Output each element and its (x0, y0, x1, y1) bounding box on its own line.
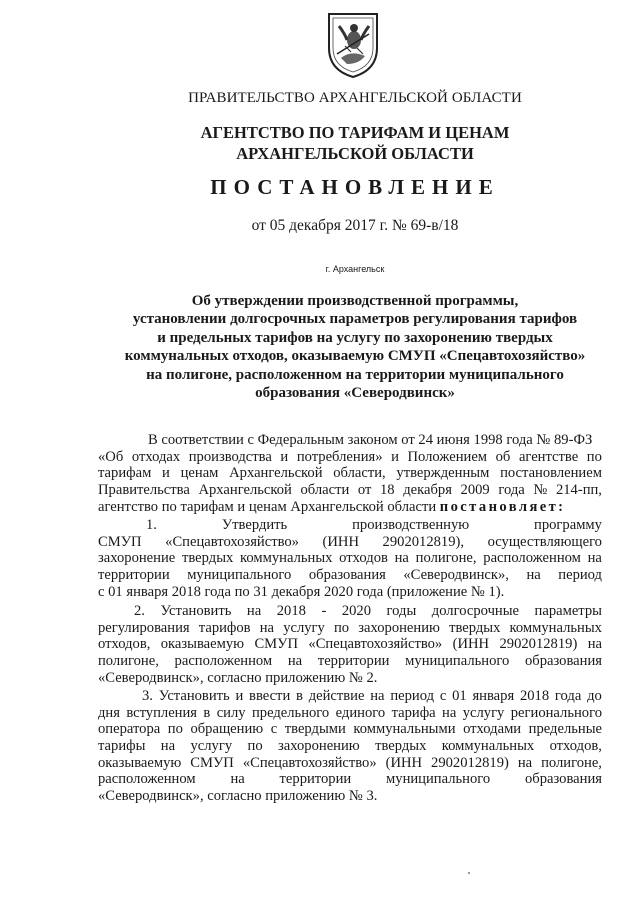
word: «Спецавтохозяйство» (165, 533, 299, 550)
word: Архангельской (198, 482, 292, 499)
word: оказываемую (160, 636, 245, 653)
word: осуществляющего (487, 533, 602, 550)
word: образования (524, 653, 602, 670)
word: января (472, 688, 515, 704)
word: области, (333, 465, 386, 482)
word: Утвердить (221, 517, 288, 533)
word: и (391, 448, 399, 465)
text-line (98, 755, 602, 772)
word: обращению (190, 721, 264, 738)
word: производственную (352, 517, 470, 533)
word: коммунальными (353, 721, 456, 738)
word: на (160, 738, 176, 755)
word: долгосрочные (431, 603, 520, 619)
word: Положением (407, 448, 488, 465)
word: действие (308, 688, 365, 704)
word: 2902012819) (431, 754, 509, 771)
word: твердыми (284, 721, 346, 738)
document-subject (0, 292, 640, 402)
text-line (98, 567, 602, 584)
word: захоронению (278, 738, 360, 755)
word: 2018 (276, 603, 306, 619)
word: регулирования (98, 619, 190, 636)
word: полигоне, (541, 754, 602, 771)
word: и (162, 465, 170, 482)
word: вступления (126, 704, 198, 721)
word: «Об (98, 448, 124, 465)
word: территории (98, 567, 170, 584)
text-line: с 01 января 2018 года по 31 декабря 2020 года (приложение № 1). (98, 583, 505, 600)
word: 18 (380, 482, 395, 499)
word: отходах (131, 448, 181, 465)
word: Установить (158, 688, 230, 704)
document-city: г. Архангельск (325, 264, 385, 274)
preamble-paragraph (98, 432, 602, 515)
word: постановлением (500, 465, 602, 482)
text-line (98, 721, 602, 738)
word: полигоне, (415, 550, 477, 567)
document-date-number: от 05 декабря 2017 г. № 69-в/18 (251, 217, 459, 234)
word: на (587, 550, 602, 567)
word: и (235, 688, 244, 704)
word: Архангельской (229, 465, 323, 482)
word: СМУП (254, 636, 299, 653)
word: Правительства (98, 482, 190, 499)
word: муниципального (187, 567, 292, 584)
text-line (98, 771, 602, 788)
text-line (98, 738, 602, 755)
text-line (98, 482, 602, 499)
word: на (587, 636, 602, 653)
word: на (517, 754, 533, 771)
word: программу (534, 517, 602, 533)
word: отходов, (549, 738, 602, 755)
word: на (442, 704, 457, 721)
word: предельного (251, 704, 330, 721)
word: 2. (134, 603, 145, 619)
word: от (357, 482, 372, 499)
agency-name (0, 122, 640, 164)
word: захоронение (98, 550, 176, 567)
item-3-paragraph (98, 688, 602, 805)
word: по (333, 619, 350, 636)
document-type-title: ПОСТАНОВЛЕНИЕ (210, 175, 500, 199)
word: с (270, 721, 278, 738)
word: регионального (510, 704, 602, 721)
word: «Спецавтохозяйство» (308, 636, 443, 653)
word: муниципального (405, 653, 510, 670)
word: тарифов (198, 619, 251, 636)
word: по (247, 738, 263, 755)
scan-speck (468, 872, 470, 874)
word: расположенном (174, 653, 273, 670)
subject-line: и предельных тарифов на услугу по захоронению твердых (157, 329, 553, 346)
word: отходов, (98, 636, 151, 653)
word: предельные (528, 721, 602, 738)
word: на (370, 688, 385, 704)
word: оператора (98, 721, 161, 738)
word: дня (98, 704, 120, 721)
item-2-paragraph (98, 603, 602, 686)
word: по (586, 448, 602, 465)
word: территории (279, 771, 352, 788)
word: на (230, 771, 245, 788)
word: образования (308, 567, 386, 584)
word: СМУП (98, 533, 142, 550)
word: твердых (182, 550, 234, 567)
word: (ИНН (385, 754, 423, 771)
word: 1. (146, 517, 157, 533)
word: тарифа (391, 704, 436, 721)
subject-line: коммунальных отходов, оказываемую СМУП «Спецавтохозяйство» (124, 348, 586, 365)
word: 01 (452, 688, 467, 704)
word: территории (317, 653, 390, 670)
agency-line: АГЕНТСТВО ПО ТАРИФАМ И ЦЕНАМ (200, 123, 510, 142)
word: «Спецавтохозяйство» (242, 754, 377, 771)
word: № (533, 482, 548, 499)
word: на (526, 567, 541, 584)
word: в (296, 688, 303, 704)
coat-of-arms-emblem (325, 10, 381, 80)
word: на (287, 653, 303, 670)
text-line (98, 449, 602, 466)
word: твердых (449, 619, 501, 636)
word: по (167, 721, 183, 738)
word: коммунальных (240, 550, 333, 567)
text-line: «Северодвинск», согласно приложению № 2. (98, 669, 378, 686)
word: года (554, 688, 582, 704)
item-1-paragraph (98, 517, 602, 600)
word: образования (525, 771, 602, 788)
word: года (498, 482, 525, 499)
agency-line: АРХАНГЕЛЬСКОЙ ОБЛАСТИ (236, 144, 474, 163)
word: оказываемую (98, 754, 182, 771)
word: услугу (190, 738, 233, 755)
word: СМУП (190, 754, 234, 771)
word: коммунальных (509, 619, 602, 636)
word: об (495, 448, 511, 465)
word: утвержденным (396, 465, 490, 482)
word: период (558, 567, 602, 584)
text-line (98, 688, 602, 705)
word: на (394, 550, 409, 567)
word: до (587, 688, 602, 704)
subject-line: установлении долгосрочных параметров регулирования тарифов (132, 311, 578, 328)
text-line (98, 603, 602, 620)
word: и (280, 448, 289, 465)
word: единого (335, 704, 386, 721)
text-line: В соответствии с Федеральным законом от 24 июня 1998 года № 89-ФЗ (148, 432, 593, 448)
word: 2009 (460, 482, 490, 499)
word: 214-пп, (555, 482, 602, 499)
word: 2902012819) (499, 636, 578, 653)
word: Установить (160, 603, 232, 619)
word: в (203, 704, 211, 721)
word: на (259, 619, 275, 636)
text-line (98, 465, 602, 482)
word: - (321, 603, 327, 619)
word: (ИНН (452, 636, 490, 653)
text-line (98, 705, 602, 722)
word: годы (386, 603, 417, 619)
text-line: «Северодвинск», согласно приложению № 3. (98, 788, 378, 805)
word: (ИНН (322, 533, 359, 550)
word: 3. (142, 688, 153, 704)
text-line (98, 653, 602, 670)
word: потребления» (296, 448, 383, 465)
word: 2018 (519, 688, 550, 704)
government-name: ПРАВИТЕЛЬСТВО АРХАНГЕЛЬСКОЙ ОБЛАСТИ (188, 90, 522, 106)
word: силу (216, 704, 246, 721)
word: «Северодвинск», (403, 567, 509, 584)
text-line (98, 620, 602, 637)
word: параметры (534, 603, 602, 619)
word: отходов (339, 550, 388, 567)
text-line (98, 534, 602, 551)
text-segment: агентство по тарифам и ценам Архангельской области (98, 498, 437, 515)
word: ценам (180, 465, 219, 482)
word: 2902012819), (382, 533, 465, 550)
word: расположенном (98, 771, 196, 788)
word: отходами (463, 721, 522, 738)
text-line (98, 550, 602, 567)
word: 2020 (341, 603, 372, 619)
subject-line: образования «Северодвинск» (255, 385, 455, 402)
word: твердых (375, 738, 427, 755)
text-line (98, 517, 602, 534)
subject-line: Об утверждении производственной программы, (191, 293, 519, 309)
word: области (300, 482, 350, 499)
word: расположенном (483, 550, 581, 567)
word: коммунальных (441, 738, 535, 755)
word: услугу (462, 704, 505, 721)
word: декабря (403, 482, 452, 499)
text-line (98, 499, 602, 516)
word: агентстве (518, 448, 579, 465)
word: тарифам (98, 465, 152, 482)
word: услугу (283, 619, 325, 636)
word: с (439, 688, 447, 704)
word: период (390, 688, 435, 704)
word: производства (188, 448, 272, 465)
word: тарифы (98, 738, 146, 755)
subject-line: на полигоне, расположенном на территории муниципального (146, 366, 564, 383)
text-line (98, 636, 602, 653)
decree-keyword: постановляет: (439, 498, 566, 515)
word: полигоне, (98, 653, 159, 670)
word: ввести (249, 688, 291, 704)
word: захоронению (358, 619, 440, 636)
word: на (246, 603, 262, 619)
word: муниципального (386, 771, 491, 788)
